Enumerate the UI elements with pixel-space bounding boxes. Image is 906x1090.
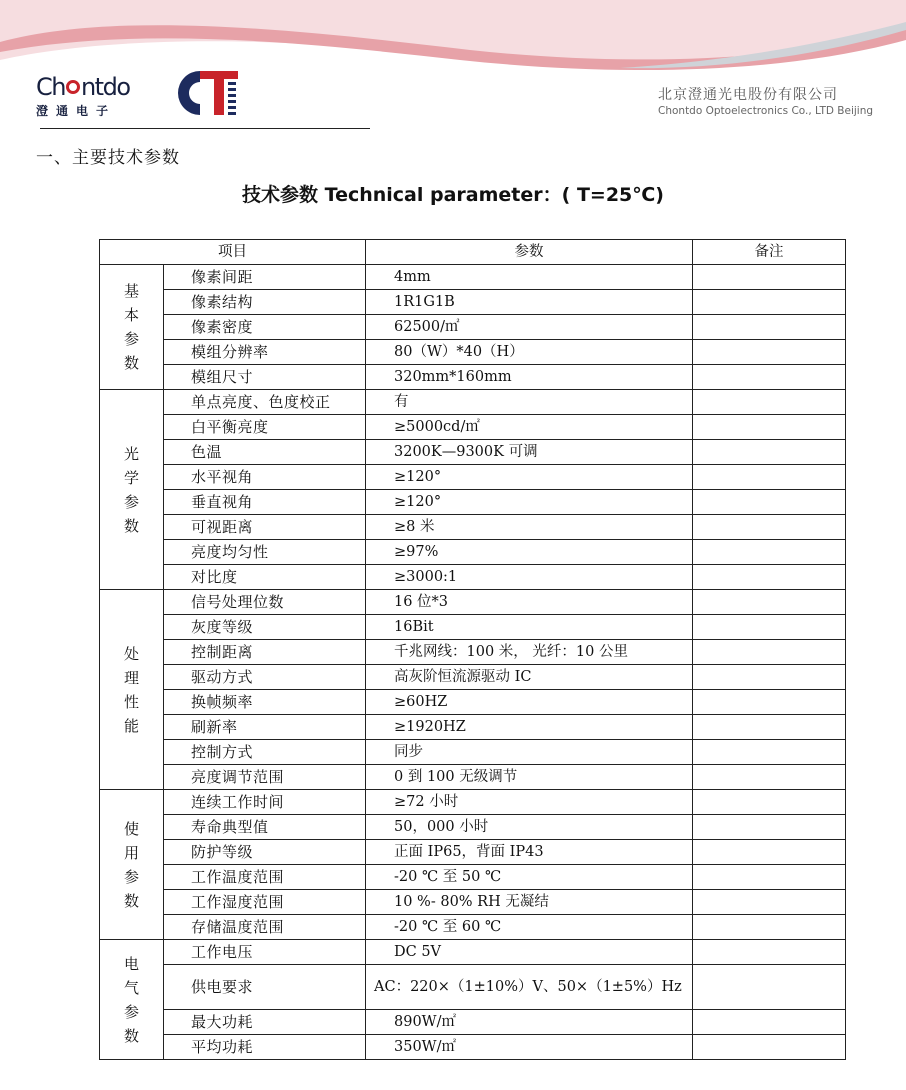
param-name: 寿命典型值 xyxy=(164,815,366,840)
param-value: 千兆网线：100 米， 光纤：10 公里 xyxy=(366,640,693,665)
table-row xyxy=(100,840,846,865)
param-name: 水平视角 xyxy=(164,465,366,490)
param-value: ≥3000:1 xyxy=(366,565,693,590)
param-name: 单点亮度、色度校正 xyxy=(164,390,366,415)
param-name: 垂直视角 xyxy=(164,490,366,515)
param-note xyxy=(693,740,846,765)
company-name-block xyxy=(658,86,878,118)
group-label-text: 处理性能 xyxy=(123,644,139,735)
param-value: -20 ℃ 至 50 ℃ xyxy=(366,865,693,890)
param-note xyxy=(693,440,846,465)
param-note xyxy=(693,315,846,340)
param-note xyxy=(693,515,846,540)
param-note xyxy=(693,340,846,365)
param-value: 高灰阶恒流源驱动 IC xyxy=(366,665,693,690)
param-name: 驱动方式 xyxy=(164,665,366,690)
table-row xyxy=(100,590,846,615)
table-row xyxy=(100,290,846,315)
document-title: 技术参数 Technical parameter：( T=25℃) xyxy=(242,184,664,206)
group-label xyxy=(100,590,164,790)
table-row xyxy=(100,915,846,940)
group-label-text: 使用参数 xyxy=(123,819,139,910)
param-note xyxy=(693,640,846,665)
param-note xyxy=(693,840,846,865)
param-value: 890W/㎡ xyxy=(366,1010,693,1035)
param-note xyxy=(693,290,846,315)
param-value: 正面 IP65，背面 IP43 xyxy=(366,840,693,865)
param-note xyxy=(693,565,846,590)
section-heading: 一、主要技术参数 xyxy=(36,148,180,168)
header-swoosh xyxy=(0,0,906,80)
param-note xyxy=(693,1010,846,1035)
table-row xyxy=(100,665,846,690)
param-name: 工作湿度范围 xyxy=(164,890,366,915)
param-note xyxy=(693,790,846,815)
table-row xyxy=(100,615,846,640)
param-value: 80（W）*40（H） xyxy=(366,340,693,365)
param-value: 16 位*3 xyxy=(366,590,693,615)
header-param: 参数 xyxy=(366,240,693,265)
table-row xyxy=(100,790,846,815)
param-name: 亮度均匀性 xyxy=(164,540,366,565)
brand-logo xyxy=(36,74,136,119)
param-name: 平均功耗 xyxy=(164,1035,366,1060)
param-name: 模组尺寸 xyxy=(164,365,366,390)
param-value: 50，000 小时 xyxy=(366,815,693,840)
param-name: 控制方式 xyxy=(164,740,366,765)
table-row xyxy=(100,415,846,440)
header-rule xyxy=(40,128,370,129)
table-row xyxy=(100,965,846,1010)
param-name: 工作温度范围 xyxy=(164,865,366,890)
table-row xyxy=(100,565,846,590)
param-note xyxy=(693,690,846,715)
param-value: 同步 xyxy=(366,740,693,765)
param-name: 信号处理位数 xyxy=(164,590,366,615)
param-name: 连续工作时间 xyxy=(164,790,366,815)
param-value: ≥5000cd/㎡ xyxy=(366,415,693,440)
table-row xyxy=(100,540,846,565)
param-name: 存储温度范围 xyxy=(164,915,366,940)
company-name-cn: 北京澄通光电股份有限公司 xyxy=(658,87,838,103)
table-row xyxy=(100,640,846,665)
group-label-text: 光学参数 xyxy=(123,444,139,535)
param-name: 可视距离 xyxy=(164,515,366,540)
group-label-text: 基本参数 xyxy=(123,282,139,372)
param-value: -20 ℃ 至 60 ℃ xyxy=(366,915,693,940)
param-name: 工作电压 xyxy=(164,940,366,965)
table-row xyxy=(100,940,846,965)
param-value: 10 %- 80% RH 无凝结 xyxy=(366,890,693,915)
header-note: 备注 xyxy=(693,240,846,265)
table-row xyxy=(100,440,846,465)
param-name: 控制距离 xyxy=(164,640,366,665)
param-note xyxy=(693,890,846,915)
param-note xyxy=(693,465,846,490)
brand-logo-wordmark: Ch ntdo xyxy=(36,73,130,101)
spec-table xyxy=(99,239,846,1060)
param-note xyxy=(693,265,846,290)
param-note xyxy=(693,415,846,440)
param-name: 换帧频率 xyxy=(164,690,366,715)
param-value: 4mm xyxy=(366,265,693,290)
table-row xyxy=(100,815,846,840)
table-row xyxy=(100,865,846,890)
param-name: 白平衡亮度 xyxy=(164,415,366,440)
table-row xyxy=(100,490,846,515)
param-note xyxy=(693,540,846,565)
param-note xyxy=(693,590,846,615)
param-name: 刷新率 xyxy=(164,715,366,740)
table-row xyxy=(100,690,846,715)
table-row xyxy=(100,265,846,290)
company-name-en: Chontdo Optoelectronics Co., LTD Beijing xyxy=(658,105,874,117)
param-value: AC：220×（1±10%）V、50×（1±5%）Hz xyxy=(366,965,693,1010)
param-value: ≥60HZ xyxy=(366,690,693,715)
table-row xyxy=(100,465,846,490)
param-name: 像素结构 xyxy=(164,290,366,315)
param-value: 62500/㎡ xyxy=(366,315,693,340)
table-row xyxy=(100,390,846,415)
param-value: ≥8 米 xyxy=(366,515,693,540)
param-note xyxy=(693,715,846,740)
param-value: ≥120° xyxy=(366,490,693,515)
group-label xyxy=(100,940,164,1060)
param-name: 像素间距 xyxy=(164,265,366,290)
param-name: 供电要求 xyxy=(164,965,366,1010)
param-note xyxy=(693,865,846,890)
param-name: 色温 xyxy=(164,440,366,465)
table-row xyxy=(100,365,846,390)
param-value: ≥1920HZ xyxy=(366,715,693,740)
brand-logo-chinese: 澄通电子 xyxy=(36,104,117,118)
table-row xyxy=(100,715,846,740)
param-name: 最大功耗 xyxy=(164,1010,366,1035)
param-value: ≥72 小时 xyxy=(366,790,693,815)
table-row xyxy=(100,315,846,340)
param-value: 1R1G1B xyxy=(366,290,693,315)
param-value: 有 xyxy=(366,390,693,415)
table-row xyxy=(100,340,846,365)
param-value: DC 5V xyxy=(366,940,693,965)
param-name: 模组分辨率 xyxy=(164,340,366,365)
table-row xyxy=(100,1010,846,1035)
param-value: 16Bit xyxy=(366,615,693,640)
param-value: 3200K—9300K 可调 xyxy=(366,440,693,465)
param-note xyxy=(693,365,846,390)
table-row xyxy=(100,740,846,765)
param-note xyxy=(693,665,846,690)
param-note xyxy=(693,815,846,840)
param-note xyxy=(693,940,846,965)
group-label xyxy=(100,265,164,390)
param-name: 像素密度 xyxy=(164,315,366,340)
param-note xyxy=(693,490,846,515)
param-note xyxy=(693,965,846,1010)
group-label xyxy=(100,390,164,590)
param-name: 灰度等级 xyxy=(164,615,366,640)
param-value: 0 到 100 无级调节 xyxy=(366,765,693,790)
param-note xyxy=(693,615,846,640)
spec-table-header xyxy=(100,240,846,265)
param-note xyxy=(693,1035,846,1060)
header-item: 项目 xyxy=(100,240,366,265)
param-name: 对比度 xyxy=(164,565,366,590)
table-row xyxy=(100,890,846,915)
table-row xyxy=(100,1035,846,1060)
param-note xyxy=(693,915,846,940)
param-value: 350W/㎡ xyxy=(366,1035,693,1060)
param-value: 320mm*160mm xyxy=(366,365,693,390)
param-name: 防护等级 xyxy=(164,840,366,865)
param-value: ≥97% xyxy=(366,540,693,565)
group-label xyxy=(100,790,164,940)
param-name: 亮度调节范围 xyxy=(164,765,366,790)
param-value: ≥120° xyxy=(366,465,693,490)
group-label-text: 电气参数 xyxy=(123,954,139,1045)
ct-logo-mark xyxy=(170,68,240,118)
param-note xyxy=(693,765,846,790)
param-note xyxy=(693,390,846,415)
table-row xyxy=(100,765,846,790)
table-row xyxy=(100,515,846,540)
